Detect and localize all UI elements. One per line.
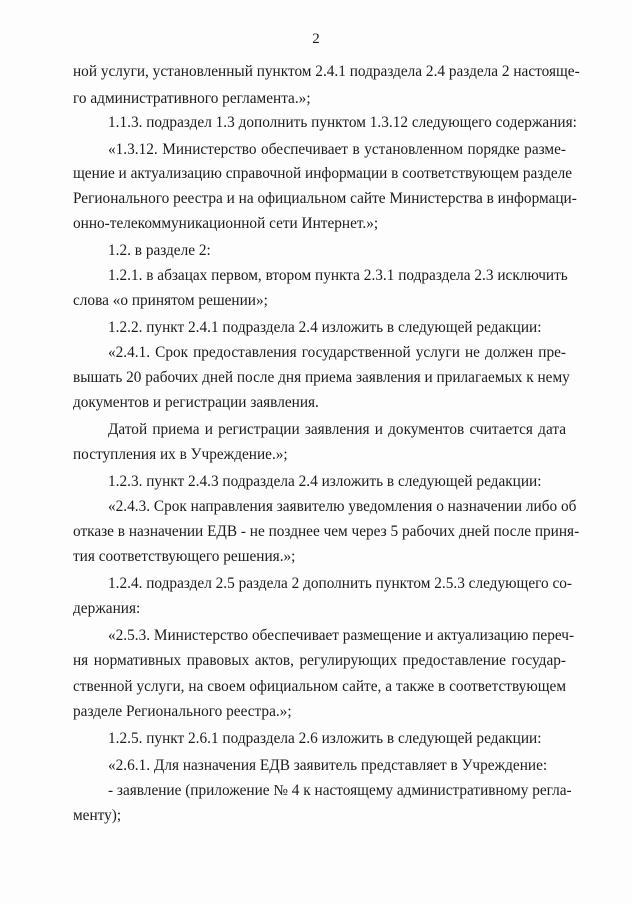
- text-line: 1.1.3. подраздел 1.3 дополнить пунктом 1.3.12 следующего содержания:: [108, 114, 577, 131]
- text-line: отказе в назначении ЕДВ - не позднее чем через 5 рабочих дней после приня-: [73, 523, 580, 540]
- text-line: ня нормативных правовых актов, регулирующих предоставление государ-: [73, 652, 566, 669]
- text-line: «1.3.12. Министерство обеспечивает в установленном порядке разме-: [108, 141, 566, 158]
- text-line: держания:: [73, 600, 141, 617]
- text-line: онно-телекоммуникационной сети Интернет.»;: [73, 215, 379, 232]
- text-line: 1.2.1. в абзацах первом, втором пункта 2.3.1 подраздела 2.3 исключить: [108, 267, 568, 284]
- text-line: разделе Регионального реестра.»;: [73, 703, 292, 720]
- text-line: документов и регистрации заявления.: [73, 394, 319, 411]
- text-line: Регионального реестра и на официальном сайте Министерства в информаци-: [73, 190, 577, 207]
- text-line: слова «о принятом решении»;: [73, 292, 268, 309]
- text-line: Датой приема и регистрации заявления и документов считается дата: [108, 421, 566, 438]
- text-line: 1.2.5. пункт 2.6.1 подраздела 2.6 изложить в следующей редакции:: [108, 730, 542, 747]
- text-line: ной услуги, установленный пунктом 2.4.1 подраздела 2.4 раздела 2 настояще-: [73, 63, 580, 80]
- text-line: «2.4.1. Срок предоставления государственной услуги не должен пре-: [108, 344, 566, 361]
- text-line: менту);: [73, 807, 122, 824]
- text-line: 1.2. в разделе 2:: [108, 242, 211, 259]
- text-line: «2.5.3. Министерство обеспечивает размещение и актуализацию переч-: [108, 627, 575, 644]
- text-line: щение и актуализацию справочной информации в соответствующем разделе: [73, 165, 573, 182]
- text-line: «2.6.1. Для назначения ЕДВ заявитель представляет в Учреждение:: [108, 757, 548, 774]
- text-line: 1.2.3. пункт 2.4.3 подраздела 2.4 изложить в следующей редакции:: [108, 473, 542, 490]
- text-line: 1.2.4. подраздел 2.5 раздела 2 дополнить пунктом 2.5.3 следующего со-: [108, 575, 572, 592]
- page-number: 2: [312, 31, 320, 47]
- text-line: - заявление (приложение № 4 к настоящему административному регла-: [108, 782, 572, 799]
- text-line: «2.4.3. Срок направления заявителю уведомления о назначении либо об: [108, 498, 577, 515]
- text-line: поступления их в Учреждение.»;: [73, 446, 288, 463]
- text-line: тия соответствующего решения.»;: [73, 548, 296, 565]
- text-line: го административного регламента.»;: [73, 90, 311, 107]
- text-line: 1.2.2. пункт 2.4.1 подраздела 2.4 изложить в следующей редакции:: [108, 319, 542, 336]
- text-line: вышать 20 рабочих дней после дня приема заявления и прилагаемых к нему: [73, 369, 570, 386]
- text-line: ственной услуги, на своем официальном сайте, а также в соответствующем: [73, 678, 566, 695]
